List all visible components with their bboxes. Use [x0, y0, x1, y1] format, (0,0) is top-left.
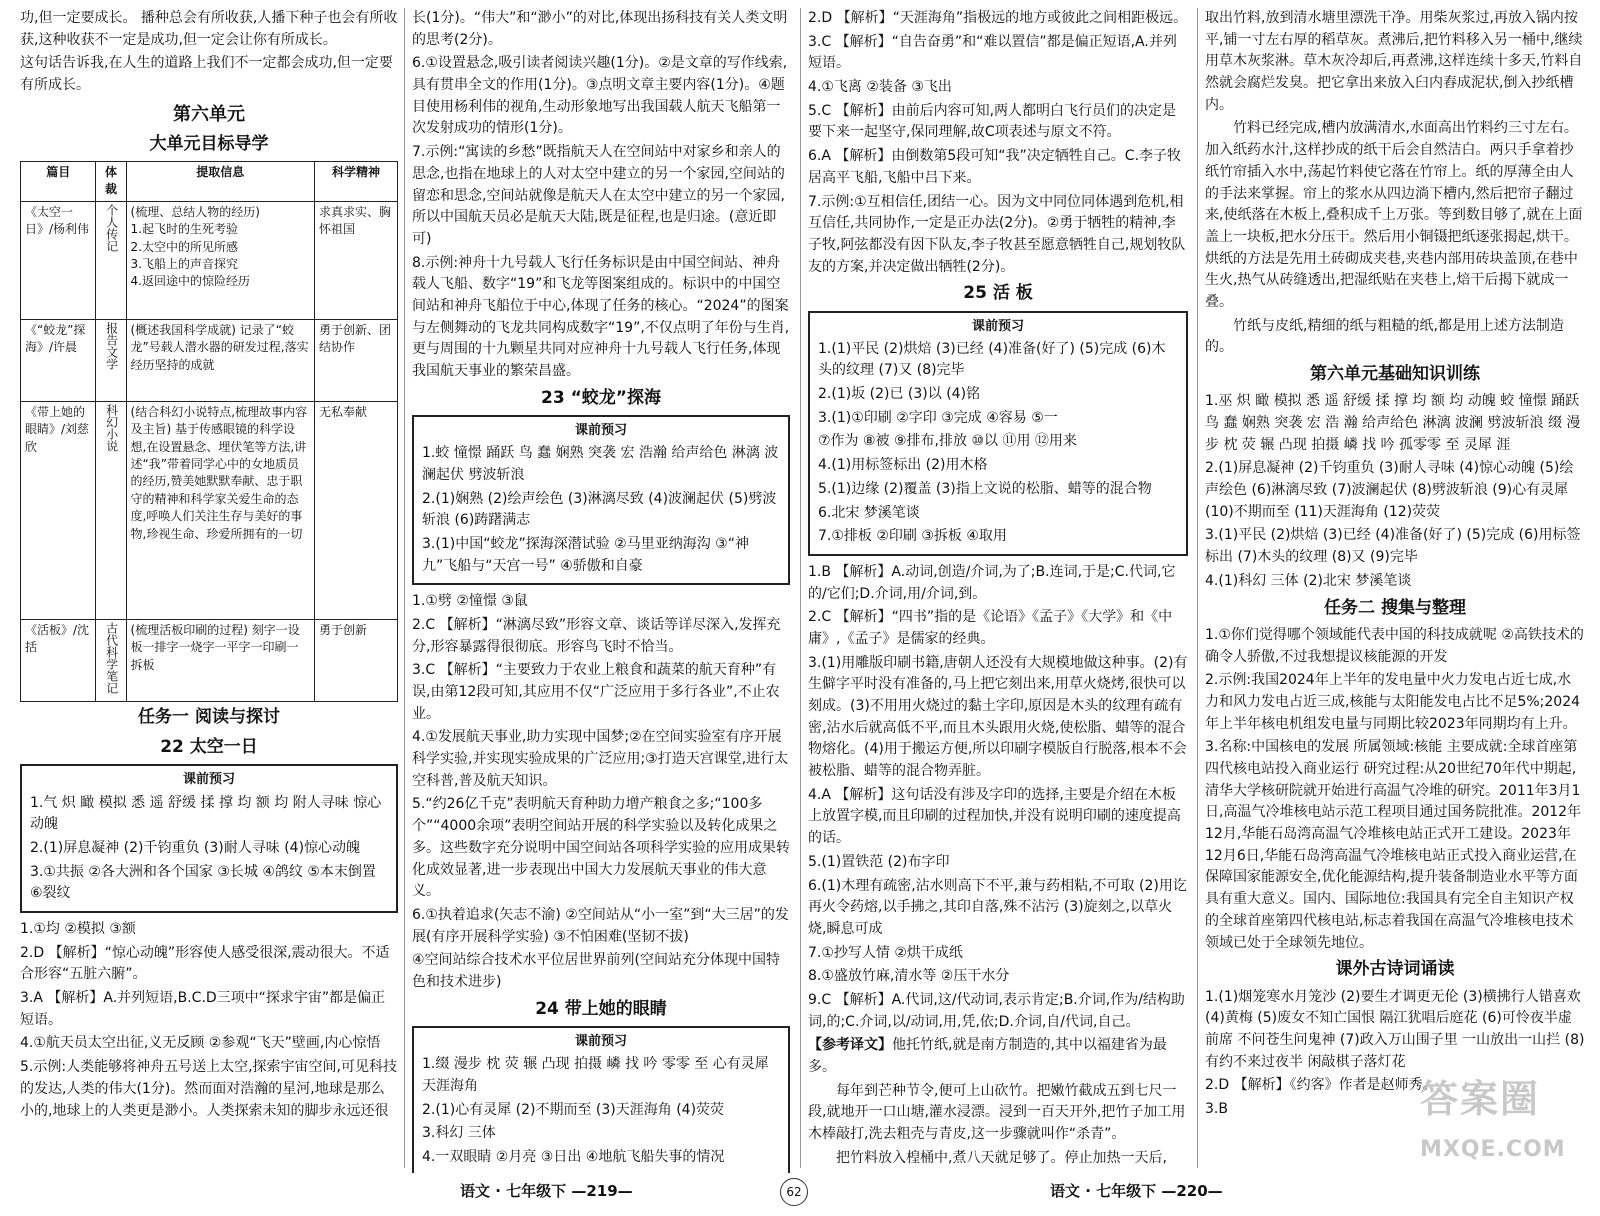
translation-text: 把竹料放入楻桶中,煮八天就足够了。停止加热一天后, [836, 1149, 1167, 1166]
table-header: 提取信息 [126, 161, 315, 201]
answer-item: 8.①盛放竹麻,清水等 ②压干水分 [808, 968, 1010, 985]
column-divider [404, 8, 405, 1168]
answer-item: 1.巫 炽 瞰 模拟 悉 遥 舒缓 揉 撑 均 额 均 动魄 蛟 憧憬 踊跃 鸟 蠢 娴熟 突袭 宏 浩 瀚 给声给色 淋漓 波澜 劈波斩浪 缀 漫步 枕 荧 辗 凸现 拍摄 嶙 找 吟 孤零零 至 灵犀 涯 [1205, 393, 1581, 453]
preview-item: 4.(1)用标签标出 (2)用木格 [818, 457, 988, 474]
answer-item: 4.A 【解析】这句话没有涉及字印的选择,主要是介绍在木板上放置字模,而且印刷的过程加快,并没有说明印刷的速度提高的话。 [808, 786, 1181, 847]
table-cell: 报告文学 [96, 319, 126, 401]
answer-item: 3.C 【解析】“自告奋勇”和“难以置信”都是偏正短语,A.并列短语。 [808, 33, 1177, 72]
answer-item: 2.C 【解析】“淋漓尽致”形容文章、谈话等详尽深入,发挥充分,形容暴露得很彻底。形容鸟飞时不恰当。 [412, 616, 781, 655]
preview-item: 3.科幻 三体 [422, 1125, 496, 1142]
translation-text: 每年到芒种节令,便可上山砍竹。把嫩竹截成五到七尺一段,就地开一口山塘,灌水浸漂。浸到一百天开外,把竹子加工用木棒敲打,洗去粗壳与青皮,这一步骤就叫作“杀青”。 [808, 1082, 1186, 1143]
translation-text: 取出竹料,放到清水塘里漂洗干净。用柴灰浆过,再放入锅内按平,铺一寸左右厚的稻草灰。煮沸后,把竹料移入另一桶中,继续用草木灰浆淋。草木灰冷却后,再煮沸,这样连续十多天,竹料自然就会腐烂发臭。把它拿出来放入臼内舂成泥状,倒入抄纸槽内。 [1205, 10, 1583, 113]
paragraph: 这句话告诉我,在人生的道路上我们不一定都会成功,但一定要有所成长。 [20, 55, 393, 94]
page-mark: 62 [780, 1178, 808, 1206]
answer-item: 6.①设置悬念,吸引读者阅读兴趣(1分)。②是文章的写作线索,具有贯串全文的作用(1分)。③点明文章主要内容(1分)。④题目使用杨利伟的视角,生动形象地写出我国载人航天飞船第一次发射成功的情形(1分)。 [412, 55, 788, 137]
translation-label: 【参考译文】 [808, 1037, 892, 1054]
table-header: 篇目 [21, 161, 96, 201]
preview-item: 5.(1)边缘 (2)覆盖 (3)指上文说的松脂、蜡等的混合物 [818, 480, 1152, 497]
preview-item: 3.(1)①印刷 ②字印 ③完成 ④容易 ⑤一 [818, 409, 1058, 426]
answer-item: 1.B 【解析】A.动词,创造/介词,为了;B.连词,于是;C.代词,它的/它们;D.介词,用/介词,到。 [808, 563, 1176, 602]
preview-item: 7.①排板 ②印刷 ③拆板 ④取用 [818, 528, 1007, 545]
preview-item: 1.缀 漫步 枕 荧 辗 凸现 拍摄 嶙 找 吟 零零 至 心有灵犀 天涯海角 [422, 1056, 769, 1094]
answer-item: 5.C 【解析】由前后内容可知,两人都明白飞行员们的决定是要下来一起坚守,保同理解,故C项表述与原文不符。 [808, 102, 1177, 141]
lesson-title: 23 “蛟龙”探海 [541, 387, 661, 408]
preview-item: 2.(1)心有灵犀 (2)不期而至 (3)天涯海角 (4)荧荧 [422, 1101, 725, 1118]
answer-item: 8.示例:神舟十九号载人飞行任务标识是由中国空间站、神舟载人飞船、数字“19”和飞龙等图案组成的。标识中的中国空间站和神舟飞船位于中心,体现了任务的核心。“2024”的图案与左侧舞动的飞龙共同构成数字“19”,不仅点明了年份与生肖,更与周围的十九颗星共同对应神舟十九号载人飞行任务,体现我国航天事业的繁荣昌盛。 [412, 254, 790, 379]
task-title: 任务一 阅读与探讨 [138, 706, 280, 727]
answer-item: 7.示例:①互相信任,团结一心。因为文中同位同体遇到危机,相互信任,共同协作,一定是正办法(2分)。②勇于牺牲的精神,李子牧,阿弦都没有因下队友,李子牧甚至愿意牺牲自己,规划牧队友的方案,并决定做出牺牲(2分)。 [808, 193, 1186, 275]
column-divider [800, 8, 801, 1168]
table-cell: 《活板》/沈括 [21, 619, 96, 701]
unit-table [20, 161, 398, 702]
answer-item: 7.①抄写人情 ②烘干成纸 [808, 944, 963, 961]
answer-item: 9.C 【解析】A.代词,这/代动词,表示肯定;B.介词,作为/结构助词,的;C.介词,以/动词,用,凭,依;D.介词,自/代词,自己。 [808, 991, 1185, 1030]
answer-item: 2.(1)屏息凝神 (2)千钧重负 (3)耐人寻味 (4)惊心动魄 (5)绘声绘色 (6)淋漓尽致 (7)波澜起伏 (8)劈波斩浪 (9)心有灵犀 (10)不期而至 (11)天涯海角 (12)荧荧 [1205, 460, 1574, 520]
answer-item: 3.C 【解析】“主要致力于农业上粮食和蔬菜的航天育种”有误,由第12段可知,其应用不仅“广泛应用于多行各业”,不止农业。 [412, 662, 780, 722]
preview-item: 1.(1)平民 (2)烘焙 (3)已经 (4)准备(好了) (5)完成 (6)木头的纹理 (7)又 (8)完毕 [818, 340, 1166, 379]
answer-item: 2.D 【解析】“天涯海角”指极远的地方或彼此之间相距极远。 [808, 10, 1188, 26]
watermark-logo: 答案圈 MXQE.COM [1420, 1077, 1566, 1162]
section-title: 课外古诗词诵读 [1335, 959, 1455, 980]
answer-item: 2.C 【解析】“四书”指的是《论语》《孟子》《大学》和《中庸》,《孟子》是儒家的经典。 [808, 609, 1173, 647]
table-cell: (结合科幻小说特点,梳理故事内容及主旨) 基于传感眼镜的科学设想,在设置悬念、埋伏笔等方法,讲述“我”带着同学心中的女地质员的经历,赞美她默默奉献、忠于职守的精神和科学家关爱生命的态度,呼唤人们关注生存与美好的事物,珍视生命、珍爱所拥有的一切 [126, 401, 315, 619]
table-row [21, 201, 398, 319]
table-row [21, 401, 398, 619]
table-cell: 求真求实、胸怀祖国 [315, 201, 398, 319]
preview-item: 3.(1)中国“蛟龙”探海深潜试验 ②马里亚纳海沟 ③“神九”飞船与“天宫一号” ④骄傲和自豪 [422, 535, 749, 574]
answer-item: 1.①均 ②模拟 ③额 [20, 921, 136, 938]
preview-label: 课前预习 [971, 318, 1024, 334]
preview-item: 2.(1)坂 (2)已 (3)以 (4)铭 [818, 386, 981, 403]
preview-label: 课前预习 [574, 1034, 627, 1050]
page-footer-right: 语文 · 七年级下 —220— [1050, 1182, 1223, 1200]
table-cell: 《带上她的眼睛》/刘慈欣 [21, 401, 96, 619]
lesson-title: 24 带上她的眼睛 [535, 998, 667, 1019]
answer-item: 4.①航天员太空出征,义无反顾 ②参观“飞天”壁画,内心惊悟 [20, 1035, 381, 1052]
answer-item: 3.B [1205, 1100, 1228, 1117]
translation-text: 竹纸与皮纸,精细的纸与粗糙的纸,都是用上述方法制造的。 [1205, 317, 1564, 356]
page-footer-left: 语文 · 七年级下 —219— [460, 1182, 633, 1200]
answer-item: 2.D 【解析】《约客》作者是赵师秀。 [1205, 1077, 1437, 1094]
translation-text: 竹料已经完成,槽内放满清水,水面高出竹料约三寸左右。加入纸药水汁,这样抄成的纸干后会自然洁白。两只手拿着抄纸竹帘插入水中,荡起竹料使它落在竹帘上。纸的厚薄全由人的手法来掌握。帘上的浆水从四边淌下槽内,然后把帘子翻过来,使纸落在木板上,叠积成千上万张。等到数目够了,就在上面盖上一块板,把水分压干。然后用小铜镊把纸逐张揭起,烘干。烘纸的方法是先用土砖砌成夹巷,夹巷内部用砖块盖顶,在巷中生火,热气从砖缝透出,把湿纸贴在夹巷上,焙干后揭下就成一叠。 [1205, 120, 1583, 310]
unit-title: 第六单元 [173, 103, 245, 125]
table-cell: 勇于创新、团结协作 [315, 319, 398, 401]
preview-item: 2.(1)娴熟 (2)绘声绘色 (3)淋漓尽致 (4)波澜起伏 (5)劈波斩浪 (6)踌躇满志 [422, 490, 777, 529]
table-row [21, 619, 398, 701]
preview-box [412, 1026, 790, 1173]
translation-text: 他托竹纸,就是南方制造的,其中以福建省为最多。 [808, 1037, 1167, 1076]
answer-item: 6.(1)木理有疏密,沾水则高下不平,兼与药相粘,不可取 (2)用讫再火令药熔,以手拂之,其印自落,殊不沾污 (3)旋刻之,以草火烧,瞬息可成 [808, 877, 1187, 937]
column-divider [1197, 8, 1198, 1168]
preview-box [20, 764, 398, 913]
preview-box [412, 415, 790, 585]
answer-item: 5.示例:人类能够将神舟五号送上太空,探索宇宙空间,可见科技的发达,人类的伟大(1分)。然而面对浩瀚的星河,地球是那么小的,地球上的人类更是渺小。人类探索未知的脚步永远还很 [20, 1059, 397, 1119]
table-cell: (梳理、总结人物的经历) 1.起飞时的生死考验 2.太空中的所见所感 3.飞船上的声音探究 4.返回途中的惊险经历 [126, 201, 315, 319]
answer-item: 3.名称:中国核电的发展 所属领域:核能 主要成就:全球首座第四代核电站投入商业运行 研究过程:从20世纪70年代中期起,清华大学核研院就开始进行高温气冷堆的研究。2011年3月1日,高温气冷堆核电站示范工程项目通过国务院批准。2012年12月,华能石岛湾高温气冷堆核电站正式开工建设。2023年12月6日,华能石岛湾高温气冷堆核电站正式投入商业运营,在保障国家能源安全,优化能源结构,提升装备制造业水平等方面具有重大意义。国内、国际地位:我国具有完全自主知识产权的全球首座第四代核电站,标志着我国在高温气冷堆核电技术领域已处于全球领先地位。 [1205, 739, 1582, 951]
table-cell: 个人传记 [96, 201, 126, 319]
preview-item: 6.北宋 梦溪笔谈 [818, 504, 920, 521]
preview-label: 课前预习 [574, 423, 627, 439]
preview-box [808, 311, 1188, 556]
preview-item: 1.气 炽 瞰 模拟 悉 遥 舒缓 揉 撑 均 额 均 附人寻味 惊心动魄 [30, 794, 382, 833]
column-4 [1205, 8, 1585, 1173]
table-cell: (梳理活板印刷的过程) 刻字一设板一排字一烧字一平字一印刷一拆板 [126, 619, 315, 701]
preview-item: 3.①共振 ②各大洲和各个国家 ③长城 ④鸽纹 ⑤本末倒置 ⑥裂纹 [30, 863, 376, 902]
table-cell: 《太空一日》/杨利伟 [21, 201, 96, 319]
table-row [21, 319, 398, 401]
answer-item: 6.A 【解析】由倒数第5段可知“我”决定牺牲自己。C.李子牧居高平飞船,飞船中吕下来。 [808, 148, 1182, 186]
preview-item: ⑦作为 ⑧被 ⑨排布,排放 ⑩以 ⑪用 ⑫用来 [818, 433, 1077, 450]
answer-item: 5.(1)置铁范 (2)布字印 [808, 853, 950, 870]
intro-text [20, 8, 398, 97]
table-cell: 科幻小说 [96, 401, 126, 619]
table-cell: 《“蛟龙”探海》/许晨 [21, 319, 96, 401]
answer-item: 1.(1)烟笼寒水月笼沙 (2)要生才调更无伦 (3)横拂行人错喜欢 (4)黄梅 (5)废女不知亡国恨 隔江犹唱后庭花 (6)可怜夜半虚前席 不问苍生问鬼神 (7)政入万山围子里 一山放出一山拦 (8)有约不来过夜半 闲敲棋子落灯花 [1205, 988, 1585, 1070]
preview-item: 4.一双眼睛 ②月亮 ③日出 ④地航飞船失事的情况 [422, 1148, 725, 1165]
answer-item: 4.(1)科幻 三体 (2)北宋 梦溪笔谈 [1205, 572, 1412, 589]
table-cell: (概述我国科学成就) 记录了“蛟龙”号载人潜水器的研发过程,落实经历坚持的成就 [126, 319, 315, 401]
preview-item: 2.(1)屏息凝神 (2)千钧重负 (3)耐人寻味 (4)惊心动魄 [30, 839, 361, 856]
answer-item: 6.①执着追求(矢志不渝) ②空间站从“小一室”到“大三居”的发展(有序开展科学实验) ③不怕困难(坚韧不拔) [412, 906, 789, 945]
answer-item: ④空间站综合技术水平位居世界前列(空间站充分体现中国特色和技术进步) [412, 952, 781, 990]
answer-item: 1.①劈 ②憧憬 ③鼠 [412, 593, 528, 610]
answer-item: 7.示例:“寓读的乡愁”既指航天人在空间站中对家乡和亲人的思念,也指在地球上的人对太空中建立的另一个家园,空间站的留恋和思念,空间站就像是航天人在太空中建立的另一个家园,所以中国航天员必是航天大陆,既是征程,也是归途。(意近即可) [412, 144, 785, 247]
column-2 [412, 8, 790, 1173]
answer-item: 4.①发展航天事业,助力实现中国梦;②在空间实验室有序开展科学实验,并实现实验成果的广泛应用;③打造天宫课堂,进行太空科普,普及航天知识。 [412, 729, 789, 789]
section-title: 任务二 搜集与整理 [1324, 597, 1466, 618]
table-cell: 勇于创新 [315, 619, 398, 701]
lesson-title: 22 太空一日 [160, 737, 258, 758]
answer-item: 1.①你们觉得哪个领域能代表中国的科技成就呢 ②高铁技术的确令人骄傲,不过我想提议核能源的开发 [1205, 626, 1584, 665]
section-title: 第六单元基础知识训练 [1310, 364, 1480, 384]
paragraph: 功,但一定要成长。 播种总会有所收获,人播下种子也会有所收获,这种收获不一定是成功,但一定会让你有所成长。 [20, 10, 398, 48]
column-1 [20, 8, 398, 1173]
lesson-title: 25 活 板 [963, 283, 1033, 304]
answer-item: 3.(1)用雕版印刷书籍,唐朝人还没有大规模地做这种事。(2)有生僻字平时没有准备的,马上把它刻出来,用草火烧烤,很快可以刻成。(3)不用用火烧过的黏土字印,原因是木头的纹理有疏有密,沾水后就高低不平,而且木头跟用火烧,使松脂、蜡等的混合物熔化。(4)用于搬运方便,所以印刷字模版自行脱落,根本不会被松脂、蜡等的混合物弄脏。 [808, 654, 1188, 780]
table-cell: 古代科学笔记 [96, 619, 126, 701]
preview-item: 1.蛟 憧憬 踊跃 鸟 蠢 娴熟 突袭 宏 浩瀚 给声给色 淋漓 波澜起伏 劈波斩浪 [422, 445, 779, 483]
unit-subtitle: 大单元目标导学 [149, 133, 269, 154]
answer-item: 2.D 【解析】“惊心动魄”形容使人感受很深,震动很大。不适合形容“五脏六腑”。 [20, 944, 390, 983]
preview-label: 课前预习 [182, 772, 235, 788]
table-header: 科学精神 [315, 161, 398, 201]
table-header: 体裁 [96, 161, 126, 201]
answer-item: 5.“约26亿千克”表明航天育种助力增产粮食之多;“100多个”“4000余项”表明空间站开展的科学实验以及转化成果之多。这些数字充分说明中国空间站各项科学实验的应用成果转化成效显著,进一步表现出中国大力发展航天事业的伟大意义。 [412, 796, 790, 900]
answer-item: 4.①飞离 ②装备 ③飞出 [808, 79, 952, 96]
column-3 [808, 8, 1188, 1173]
answer-item: 长(1分)。“伟大”和“渺小”的对比,体现出扬科技有关人类文明的思考(2分)。 [412, 10, 788, 48]
table-cell: 无私奉献 [315, 401, 398, 619]
answer-item: 3.(1)平民 (2)烘焙 (3)已经 (4)准备(好了) (5)完成 (6)用标签标出 (7)木头的纹理 (8)又 (9)完毕 [1205, 527, 1581, 566]
answer-item: 3.A 【解析】A.并列短语,B.C.D三项中“探求宇宙”都是偏正短语。 [20, 990, 386, 1028]
answer-item: 2.示例:我国2024年上半年的发电量中火力发电占近七成,水力和风力发电占近三成,核能与太阳能发电占比不足5%;2024年上半年核电机组发电量与同期比较2023年同期均有上升。 [1205, 672, 1581, 732]
